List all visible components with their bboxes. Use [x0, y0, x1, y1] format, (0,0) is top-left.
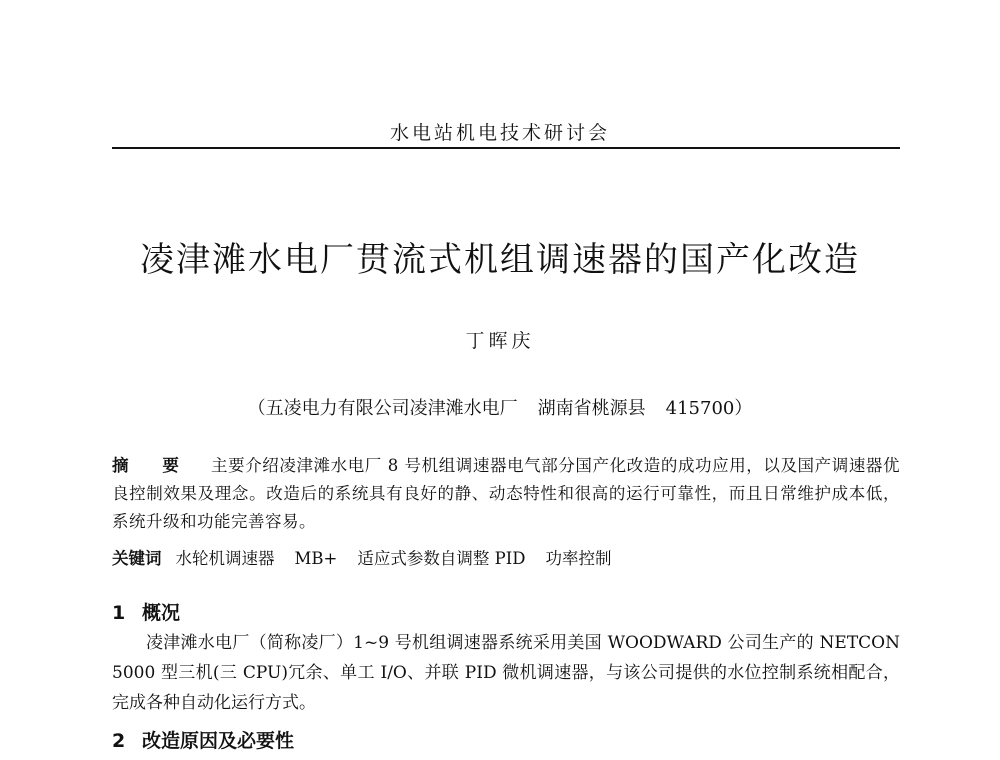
paper-title: 凌津滩水电厂贯流式机组调速器的国产化改造 — [140, 240, 860, 280]
abstract — [112, 452, 900, 536]
section-number: 2 — [112, 730, 126, 752]
keywords-label: 关键词 — [112, 549, 162, 568]
keywords — [112, 545, 900, 573]
keyword-item: 适应式参数自调整 PID — [357, 549, 526, 568]
section-heading — [112, 726, 900, 753]
abstract-text: 主要介绍凌津滩水电厂 8 号机组调速器电气部分国产化改造的成功应用，以及国产调速器优良控制效果及理念。改造后的系统具有良好的静、动态特性和很高的运行可靠性，而且日常维护成本低，系统升级和功能完善容易。 — [112, 456, 900, 531]
abstract-label: 摘 要 — [112, 456, 194, 475]
section-title: 概况 — [142, 602, 181, 624]
affiliation-org: （五凌电力有限公司凌津滩水电厂 — [247, 398, 518, 419]
keyword-item: MB+ — [294, 549, 338, 568]
affiliation — [0, 394, 1000, 420]
section-number: 1 — [112, 602, 126, 624]
section-title: 改造原因及必要性 — [142, 730, 295, 752]
keyword-item: 功率控制 — [545, 549, 612, 568]
affiliation-postcode: 415700） — [665, 398, 753, 419]
keyword-item: 水轮机调速器 — [175, 549, 275, 568]
running-header: 水电站机电技术研讨会 — [389, 122, 610, 144]
header-rule — [112, 147, 900, 149]
affiliation-location: 湖南省桃源县 — [537, 398, 646, 419]
section-paragraph: 凌津滩水电厂（简称凌厂）1~9 号机组调速器系统采用美国 WOODWARD 公司生产的 NETCON 5000 型三机(三 CPU)冗余、单工 I/O、并联 PID 微机调速器，与该公司提供的水位控制系统相配合，完成各种自动化运行方式。 — [112, 633, 900, 713]
section-heading — [112, 598, 900, 625]
author-name: 丁晖庆 — [465, 330, 535, 352]
